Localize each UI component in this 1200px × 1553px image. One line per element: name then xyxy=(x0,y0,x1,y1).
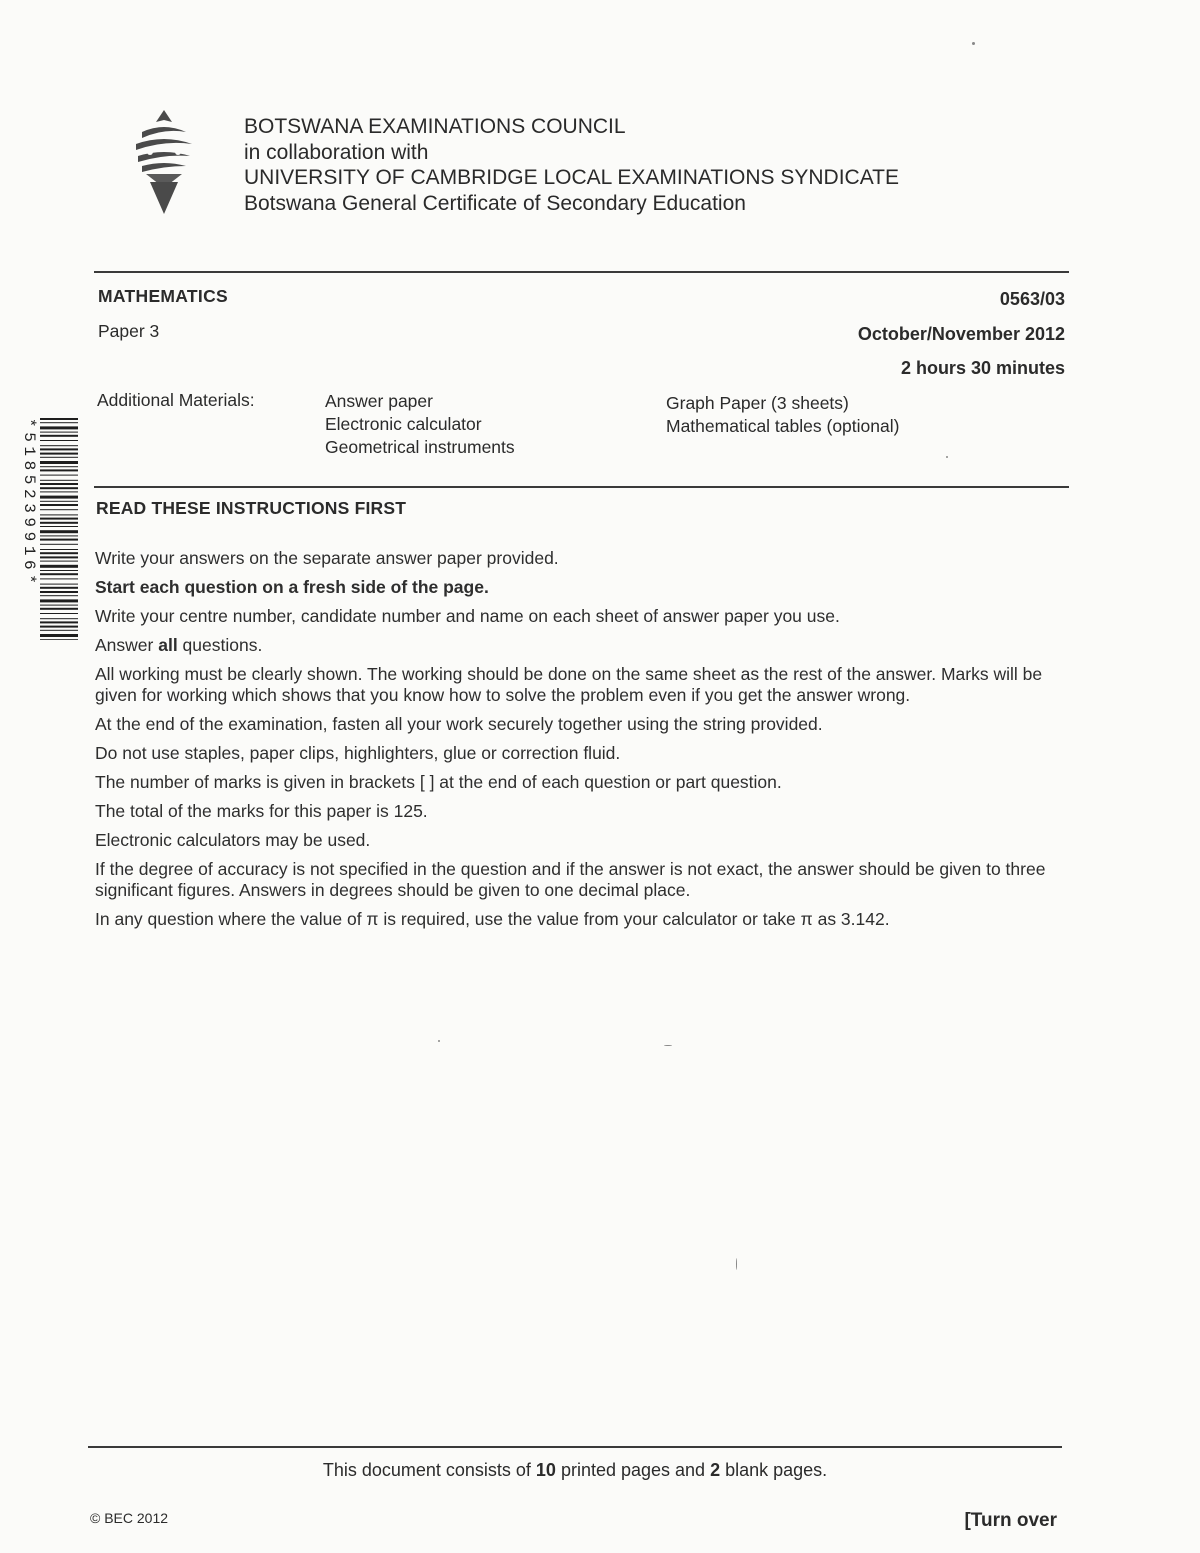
council-name: BOTSWANA EXAMINATIONS COUNCIL xyxy=(244,115,626,138)
barcode-bar xyxy=(40,544,78,545)
barcode-bar xyxy=(40,599,78,602)
barcode-bar xyxy=(40,549,78,550)
instructions-heading: READ THESE INSTRUCTIONS FIRST xyxy=(96,498,407,518)
footer-divider xyxy=(88,1446,1062,1448)
instruction-item: Start each question on a fresh side of the page. xyxy=(95,577,489,597)
page-count-text: blank pages. xyxy=(720,1460,828,1480)
scan-speck xyxy=(946,456,948,458)
instruction-item: If the degree of accuracy is not specified in the question and if the answer is not exact, the answer should be given to three significant figures. Answers in degrees should be given to one decimal place. xyxy=(95,859,1046,900)
answer-all-after: questions. xyxy=(177,635,263,655)
instruction-item: Write your answers on the separate answer paper provided. xyxy=(95,548,559,568)
barcode-bar xyxy=(40,626,78,628)
barcode-bar xyxy=(40,422,78,423)
bec-logo-icon xyxy=(128,108,200,220)
barcode-bar xyxy=(40,475,78,476)
barcode-bar xyxy=(40,630,78,631)
barcode-bar xyxy=(40,573,78,575)
answer-all-before: Answer xyxy=(95,635,159,655)
barcode-bar xyxy=(40,530,78,533)
certificate-name: Botswana General Certificate of Secondary Education xyxy=(244,191,746,215)
barcode-bar xyxy=(40,587,78,589)
barcode-bar xyxy=(40,556,78,558)
materials-column-2 xyxy=(666,392,899,438)
barcode-bar xyxy=(40,535,78,536)
barcode-bar xyxy=(40,448,78,450)
instruction-item xyxy=(95,635,1070,656)
barcode-bar xyxy=(40,570,78,571)
barcode-bar xyxy=(40,501,78,502)
page-count-note xyxy=(0,1460,1150,1481)
barcode-icon xyxy=(40,418,78,640)
answer-all-emphasis: all xyxy=(158,635,178,655)
scan-speck xyxy=(972,42,975,45)
barcode-bar xyxy=(40,445,78,446)
materials-column-1 xyxy=(325,390,515,459)
barcode-bar xyxy=(40,618,78,619)
instruction-item: The number of marks is given in brackets [ ] at the end of each question or part question. xyxy=(95,772,782,792)
barcode-bar xyxy=(40,514,78,515)
barcode-bar xyxy=(40,487,78,489)
syndicate-name: UNIVERSITY OF CAMBRIDGE LOCAL EXAMINATIONS SYNDICATE xyxy=(244,166,899,189)
material-item: Geometrical instruments xyxy=(325,437,515,457)
barcode-digits: *5185239916* xyxy=(20,418,38,589)
printed-page-count: 10 xyxy=(535,1460,556,1480)
header-block xyxy=(244,114,899,216)
barcode-bar xyxy=(40,461,78,464)
barcode-bar xyxy=(40,613,78,614)
barcode-bar xyxy=(40,539,78,541)
materials-label: Additional Materials: xyxy=(97,390,255,410)
barcode-bar xyxy=(40,432,78,433)
barcode-bar xyxy=(40,561,78,562)
turn-over-note: [Turn over xyxy=(964,1510,1057,1531)
collaboration-text: in collaboration with xyxy=(244,140,429,164)
barcode-bar xyxy=(40,426,78,429)
instruction-item: At the end of the examination, fasten all your work securely together using the string provided. xyxy=(95,714,823,734)
exam-session: October/November 2012 xyxy=(857,324,1065,344)
barcode-bar xyxy=(40,552,78,554)
barcode-bar xyxy=(40,578,78,579)
page-count-text: printed pages and xyxy=(555,1460,711,1480)
barcode-bar xyxy=(40,634,78,637)
barcode-bar xyxy=(40,605,78,606)
subject-title: MATHEMATICS xyxy=(98,286,228,306)
barcode-bar xyxy=(40,584,78,585)
scan-speck xyxy=(736,1258,737,1270)
barcode-bar xyxy=(40,496,78,499)
scan-speck xyxy=(438,1040,440,1042)
material-item: Graph Paper (3 sheets) xyxy=(666,393,849,413)
scan-speck xyxy=(664,1045,672,1046)
barcode-bar xyxy=(40,418,78,420)
barcode-bar xyxy=(40,591,78,593)
barcode-bar xyxy=(40,522,78,524)
barcode-bar xyxy=(40,457,78,458)
barcode-bar xyxy=(40,565,78,568)
barcode-bar xyxy=(40,504,78,506)
instruction-item: Electronic calculators may be used. xyxy=(95,830,371,850)
instructions-list xyxy=(95,548,1070,938)
barcode-bar xyxy=(40,595,78,596)
material-item: Electronic calculator xyxy=(325,414,482,434)
page-count-text: This document consists of xyxy=(322,1460,536,1480)
paper-number: Paper 3 xyxy=(98,321,160,341)
material-item: Answer paper xyxy=(325,391,433,411)
barcode-bar xyxy=(40,435,78,437)
barcode-bar xyxy=(40,518,78,520)
barcode-bar xyxy=(40,621,78,623)
instruction-item: All working must be clearly shown. The working should be done on the same sheet as the rest of the answer. Marks will be given for working which shows that you know how to solve the problem even if you get the answer wrong. xyxy=(95,664,1043,705)
material-item: Mathematical tables (optional) xyxy=(666,416,900,436)
instruction-item: In any question where the value of π is required, use the value from your calculator or take π as 3.142. xyxy=(95,909,890,929)
top-divider xyxy=(94,271,1069,273)
barcode-bar xyxy=(40,608,78,610)
barcode-bar xyxy=(40,453,78,455)
instruction-item: Write your centre number, candidate number and name on each sheet of answer paper you use. xyxy=(95,606,840,626)
barcode-bar xyxy=(40,483,78,485)
barcode-bar xyxy=(40,526,78,527)
instruction-item: The total of the marks for this paper is 125. xyxy=(95,801,428,821)
barcode-bar xyxy=(40,480,78,481)
barcode-bar xyxy=(40,469,78,471)
barcode-bar xyxy=(40,440,78,441)
instruction-item: Do not use staples, paper clips, highlighters, glue or correction fluid. xyxy=(95,743,621,763)
exam-duration: 2 hours 30 minutes xyxy=(900,358,1065,378)
copyright-notice: © BEC 2012 xyxy=(90,1510,169,1526)
barcode-bar xyxy=(40,491,78,492)
paper-code: 0563/03 xyxy=(999,289,1065,309)
barcode-bar xyxy=(40,639,78,640)
middle-divider xyxy=(94,486,1069,488)
barcode-bar xyxy=(40,466,78,467)
barcode-bar xyxy=(40,509,78,510)
blank-page-count: 2 xyxy=(710,1460,721,1480)
